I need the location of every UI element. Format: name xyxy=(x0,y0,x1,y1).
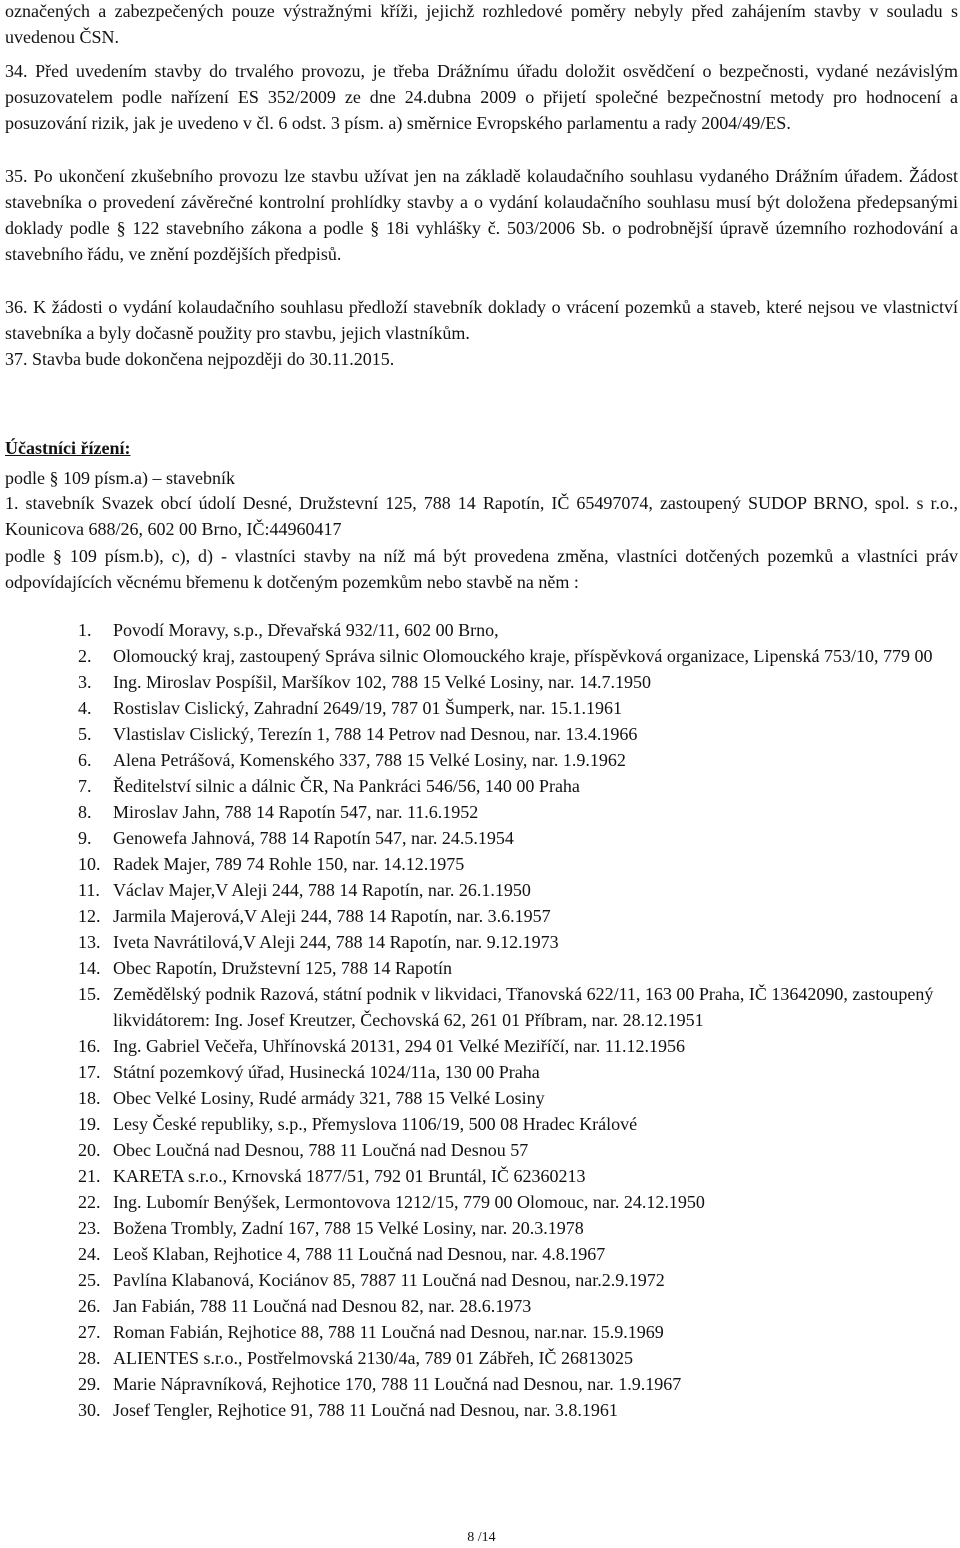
list-item xyxy=(5,773,958,799)
list-item-text: Obec Rapotín, Družstevní 125, 788 14 Rapotín xyxy=(113,958,452,978)
list-item xyxy=(5,1293,958,1319)
list-item-number: 3. xyxy=(78,672,92,692)
list-item xyxy=(5,669,958,695)
paragraph-35: 35. Po ukončení zkušebního provozu lze stavbu užívat jen na základě kolaudačního souhlasu vydaného Drážním úřadem. Žádost stavebníka o provedení závěrečné kontrolní prohlídky stavby a o vydání kolaudačního souhlasu musí být doložena předepsanými doklady podle § 122 stavebního zákona a podle § 18i vyhlášky č. 503/2006 Sb. o podrobnější úpravě územního rozhodování a stavebního řádu, ve znění pozdějších předpisů. xyxy=(5,166,958,264)
list-item-text: Leoš Klaban, Rejhotice 4, 788 11 Loučná nad Desnou, nar. 4.8.1967 xyxy=(113,1244,606,1264)
list-item-number: 22. xyxy=(78,1192,101,1212)
list-item-text: Marie Nápravníková, Rejhotice 170, 788 11 Loučná nad Desnou, nar. 1.9.1967 xyxy=(113,1374,682,1394)
page-number: 8 /14 xyxy=(467,1530,496,1545)
list-item-text: ALIENTES s.r.o., Postřelmovská 2130/4a, 789 01 Zábřeh, IČ 26813025 xyxy=(113,1348,633,1368)
list-item-number: 21. xyxy=(78,1166,101,1186)
participants-podle-109a: podle § 109 písm.a) – stavebník xyxy=(5,468,235,488)
list-item-text: Jan Fabián, 788 11 Loučná nad Desnou 82, nar. 28.6.1973 xyxy=(113,1296,532,1316)
list-item-number: 17. xyxy=(78,1062,101,1082)
list-item xyxy=(5,1137,958,1163)
list-item-text: Jarmila Majerová,V Aleji 244, 788 14 Rapotín, nar. 3.6.1957 xyxy=(113,906,551,926)
list-item-number: 28. xyxy=(78,1348,101,1368)
list-item xyxy=(5,799,958,825)
list-item-text: Roman Fabián, Rejhotice 88, 788 11 Loučná nad Desnou, nar.nar. 15.9.1969 xyxy=(113,1322,664,1342)
list-item xyxy=(5,617,958,643)
list-item-number: 6. xyxy=(78,750,92,770)
list-item xyxy=(5,695,958,721)
list-item-text: Ing. Lubomír Benýšek, Lermontovova 1212/15, 779 00 Olomouc, nar. 24.12.1950 xyxy=(113,1192,705,1212)
participants-stavebnik: 1. stavebník Svazek obcí údolí Desné, Družstevní 125, 788 14 Rapotín, IČ 65497074, zastoupený SUDOP BRNO, spol. s r.o., Kounicova 688/26, 602 00 Brno, IČ:44960417 xyxy=(5,493,958,539)
list-item-text: Ing. Gabriel Večeřa, Uhřínovská 20131, 294 01 Velké Meziříčí, nar. 11.12.1956 xyxy=(113,1036,686,1056)
list-item xyxy=(5,955,958,981)
list-item xyxy=(5,1345,958,1371)
list-item-number: 9. xyxy=(78,828,92,848)
list-item-number: 13. xyxy=(78,932,101,952)
list-item-number: 4. xyxy=(78,698,92,718)
list-item-number: 26. xyxy=(78,1296,101,1316)
list-item-text: KARETA s.r.o., Krnovská 1877/51, 792 01 Bruntál, IČ 62360213 xyxy=(113,1166,586,1186)
paragraph-37: 37. Stavba bude dokončena nejpozději do 30.11.2015. xyxy=(5,349,395,369)
list-item xyxy=(5,643,958,669)
list-item-text: Zemědělský podnik Razová, státní podnik v likvidaci, Třanovská 622/11, 163 00 Praha, IČ 13642090, zastoupený likvidátorem: Ing. Josef Kreutzer, Čechovská 62, 261 01 Příbram, nar. 28.12.1951 xyxy=(113,984,934,1030)
participants-heading: Účastníci řízení: xyxy=(5,438,131,458)
participants-podle-109bcd: podle § 109 písm.b), c), d) - vlastníci stavby na níž má být provedena změna, vlastníci dotčených pozemků a vlastníci práv odpovídajících věcnému břemenu k dotčeným pozemkům nebo stavbě na něm : xyxy=(5,546,958,592)
list-item-number: 29. xyxy=(78,1374,101,1394)
list-item-text: Radek Majer, 789 74 Rohle 150, nar. 14.12.1975 xyxy=(113,854,465,874)
list-item-number: 20. xyxy=(78,1140,101,1160)
list-item xyxy=(5,981,958,1033)
list-item xyxy=(5,1215,958,1241)
list-item-text: Pavlína Klabanová, Kociánov 85, 7887 11 Loučná nad Desnou, nar.2.9.1972 xyxy=(113,1270,665,1290)
list-item-text: Iveta Navrátilová,V Aleji 244, 788 14 Rapotín, nar. 9.12.1973 xyxy=(113,932,559,952)
list-item xyxy=(5,1163,958,1189)
list-item-text: Ing. Miroslav Pospíšil, Maršíkov 102, 788 15 Velké Losiny, nar. 14.7.1950 xyxy=(113,672,651,692)
list-item-number: 1. xyxy=(78,620,92,640)
list-item-text: Josef Tengler, Rejhotice 91, 788 11 Loučná nad Desnou, nar. 3.8.1961 xyxy=(113,1400,618,1420)
list-item xyxy=(5,1241,958,1267)
list-item-number: 7. xyxy=(78,776,92,796)
list-item-text: Obec Velké Losiny, Rudé armády 321, 788 15 Velké Losiny xyxy=(113,1088,545,1108)
list-item xyxy=(5,747,958,773)
paragraph-continuation: označených a zabezpečených pouze výstražnými kříži, jejichž rozhledové poměry nebyly před zahájením stavby v souladu s uvedenou ČSN. xyxy=(5,1,958,47)
list-item xyxy=(5,903,958,929)
list-item-number: 23. xyxy=(78,1218,101,1238)
list-item-number: 2. xyxy=(78,646,92,666)
list-item-number: 25. xyxy=(78,1270,101,1290)
list-item-text: Vlastislav Cislický, Terezín 1, 788 14 Petrov nad Desnou, nar. 13.4.1966 xyxy=(113,724,638,744)
list-item-number: 16. xyxy=(78,1036,101,1056)
list-item xyxy=(5,825,958,851)
list-item xyxy=(5,929,958,955)
list-item-text: Alena Petrášová, Komenského 337, 788 15 Velké Losiny, nar. 1.9.1962 xyxy=(113,750,626,770)
list-item xyxy=(5,877,958,903)
list-item xyxy=(5,1319,958,1345)
list-item-number: 15. xyxy=(78,984,101,1004)
list-item-number: 30. xyxy=(78,1400,101,1420)
owners-list xyxy=(5,617,958,1423)
list-item-number: 24. xyxy=(78,1244,101,1264)
list-item-text: Miroslav Jahn, 788 14 Rapotín 547, nar. 11.6.1952 xyxy=(113,802,479,822)
list-item xyxy=(5,1033,958,1059)
list-item xyxy=(5,1397,958,1423)
list-item xyxy=(5,721,958,747)
list-item-number: 12. xyxy=(78,906,101,926)
list-item-text: Václav Majer,V Aleji 244, 788 14 Rapotín, nar. 26.1.1950 xyxy=(113,880,531,900)
list-item-number: 19. xyxy=(78,1114,101,1134)
list-item-text: Ředitelství silnic a dálnic ČR, Na Pankráci 546/56, 140 00 Praha xyxy=(113,776,580,796)
list-item-text: Povodí Moravy, s.p., Dřevařská 932/11, 602 00 Brno, xyxy=(113,620,499,640)
list-item-number: 14. xyxy=(78,958,101,978)
paragraph-34: 34. Před uvedením stavby do trvalého provozu, je třeba Drážnímu úřadu doložit osvědčení o bezpečnosti, vydané nezávislým posuzovatelem podle nařízení ES 352/2009 ze dne 24.dubna 2009 o přijetí společné bezpečnostní metody pro hodnocení a posuzování rizik, jak je uvedeno v čl. 6 odst. 3 písm. a) směrnice Evropského parlamentu a rady 2004/49/ES. xyxy=(5,61,958,133)
list-item xyxy=(5,1371,958,1397)
list-item-text: Božena Trombly, Zadní 167, 788 15 Velké Losiny, nar. 20.3.1978 xyxy=(113,1218,584,1238)
list-item-number: 8. xyxy=(78,802,92,822)
list-item-number: 27. xyxy=(78,1322,101,1342)
list-item-text: Olomoucký kraj, zastoupený Správa silnic Olomouckého kraje, příspěvková organizace, Lipenská 753/10, 779 00 xyxy=(113,646,933,666)
paragraph-36: 36. K žádosti o vydání kolaudačního souhlasu předloží stavebník doklady o vrácení pozemků a staveb, které nejsou ve vlastnictví stavebníka a byly dočasně použity pro stavbu, jejich vlastníkům. xyxy=(5,297,958,343)
list-item-number: 18. xyxy=(78,1088,101,1108)
list-item xyxy=(5,851,958,877)
list-item-number: 10. xyxy=(78,854,101,874)
list-item xyxy=(5,1111,958,1137)
list-item xyxy=(5,1085,958,1111)
list-item-text: Genowefa Jahnová, 788 14 Rapotín 547, nar. 24.5.1954 xyxy=(113,828,514,848)
list-item-text: Obec Loučná nad Desnou, 788 11 Loučná nad Desnou 57 xyxy=(113,1140,529,1160)
list-item-text: Lesy České republiky, s.p., Přemyslova 1106/19, 500 08 Hradec Králové xyxy=(113,1114,638,1134)
list-item-number: 5. xyxy=(78,724,92,744)
list-item-number: 11. xyxy=(78,880,100,900)
list-item-text: Rostislav Cislický, Zahradní 2649/19, 787 01 Šumperk, nar. 15.1.1961 xyxy=(113,698,622,718)
list-item xyxy=(5,1059,958,1085)
list-item xyxy=(5,1267,958,1293)
list-item-text: Státní pozemkový úřad, Husinecká 1024/11a, 130 00 Praha xyxy=(113,1062,540,1082)
list-item xyxy=(5,1189,958,1215)
